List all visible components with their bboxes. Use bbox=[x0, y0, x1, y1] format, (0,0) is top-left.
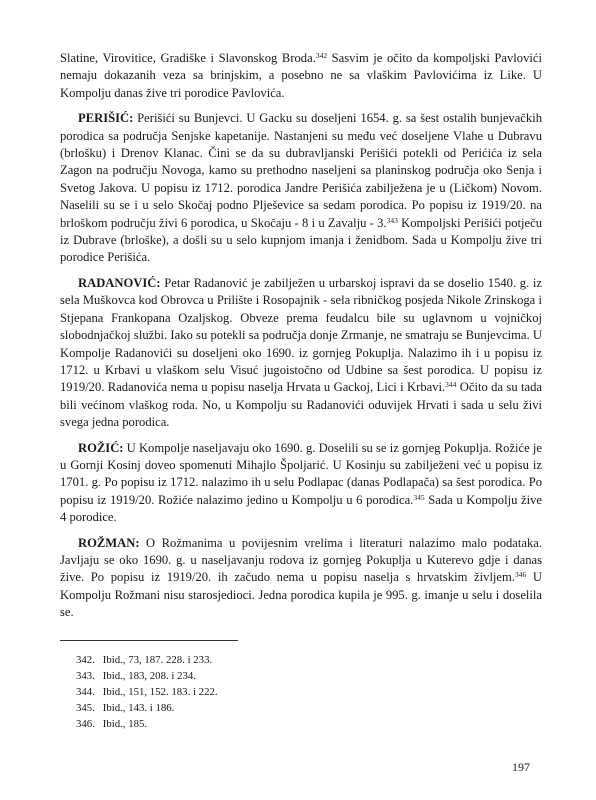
surname-heading: RADANOVIĆ: bbox=[78, 275, 161, 290]
paragraph-radanovic bbox=[60, 275, 542, 432]
footnote-item bbox=[76, 652, 516, 668]
footnote-ref: 343 bbox=[386, 215, 398, 225]
footnote-text: Ibid., 151, 152. 183. i 222. bbox=[102, 686, 218, 698]
paragraph-text: Sasvim je očito da kompoljski Pavlovići nemaju dokazanih veza sa brinjskim, a posebno ne sa vlaškim Pavlovićima iz Like. U Kompolju danas žive tri porodice Pavlovića. bbox=[60, 51, 542, 100]
footnote-ref: 344 bbox=[445, 380, 457, 390]
footnote-text: Ibid., 185. bbox=[102, 718, 148, 730]
footnote-ref: 345 bbox=[413, 492, 425, 502]
paragraph-intro bbox=[60, 50, 542, 102]
footnote-ref: 346 bbox=[514, 570, 527, 580]
footnote-item bbox=[76, 700, 516, 716]
paragraph-perisic bbox=[60, 110, 542, 267]
footnote-number: 345. bbox=[76, 702, 95, 714]
paragraph-text: U Kompolju Rožmani nisu starosjedioci. Jedna porodica kupila je 995. g. imanje u selu i doselila se. bbox=[60, 570, 542, 620]
page-number: 197 bbox=[512, 760, 530, 774]
footnote-ref: 342 bbox=[315, 51, 328, 60]
paragraph-text: Kompoljski Perišići potječu iz Dubrave (brloške), a došli su u selo kupnjom imanja i ženidbom. Sada u Kompolju žive tri porodice Perišića. bbox=[60, 215, 542, 265]
surname-heading: PERIŠIĆ: bbox=[78, 111, 134, 126]
footnote-item bbox=[76, 684, 516, 700]
paragraph-text: Slatine, Virovitice, Gradiške i Slavonskog Broda. bbox=[60, 51, 316, 65]
surname-heading: ROŽIĆ: bbox=[78, 440, 124, 455]
footnote-item bbox=[76, 668, 516, 684]
paragraph-rozic bbox=[60, 440, 542, 527]
paragraph-text: Sada u Kompolju žive 4 porodice. bbox=[60, 492, 542, 525]
paragraph-text: U Kompolje naseljavaju oko 1690. g. Doselili su se iz gornjeg Pokuplja. Rožiće je u Gornji Kosinj doveo spomenuti Mihajlo Špoljarić. U Kosinju su zabilježeni već u popisu iz 1701. g. Po popisu iz 1712. nalazimo ih u selu Podlapac (danas Podlapača) sa šest porodica. Po popisu iz 1919/20. Rožiće nalazimo jedino u Kompolju u 6 porodica. bbox=[60, 440, 542, 507]
footnote-number: 343. bbox=[76, 670, 95, 682]
footnote-text: Ibid., 73, 187. 228. i 233. bbox=[102, 654, 213, 666]
footnote-number: 344. bbox=[76, 686, 95, 698]
footnote-number: 346. bbox=[76, 718, 95, 730]
surname-heading: ROŽMAN: bbox=[78, 535, 140, 550]
footnote-number: 342. bbox=[76, 654, 95, 666]
paragraph-text: Očito da su tada bili većinom vlaškog roda. No, u Kompolju su Radanovići oduvijek Hrvati i sada u selu živi svega jedna porodica. bbox=[60, 380, 542, 430]
paragraph-rozman bbox=[60, 535, 542, 622]
footnotes bbox=[76, 652, 516, 732]
footnote-text: Ibid., 143. i 186. bbox=[102, 702, 175, 714]
paragraph-text: Petar Radanović je zabilježen u urbarskoj ispravi da se doselio 1540. g. iz sela Muškovca kod Obrovca u Prilište i Rosopajnik - sela ribničkog posjeda Nikole Zrinskoga i Stjepana Frankopana Ozaljskog. Obveze prema feudalcu bile su uglavnom u vojničkoj slobodnjačkoj službi. Iako su potekli sa područja donje Zrmanje, ne smatraju se Bunjevcima. U Kompolje Radanovići su doseljeni oko 1690. iz gornjeg Pokuplja. Nalazimo ih i u popisu iz 1712. u Krbavi u vlaškom selu Visuć jugoistočno od Udbine sa šest porodica. U popisu iz 1919/20. Radanovića nema u popisu naselja Hrvata u Gackoj, Lici i Krbavi. bbox=[60, 275, 542, 395]
main-text bbox=[60, 50, 542, 630]
footnote-divider bbox=[60, 640, 238, 641]
paragraph-text: O Rožmanima u povijesnim vrelima i literaturi nalazimo malo podataka. Javljaju se oko 1690. g. u naseljavanju rodova iz gornjeg Pokuplja u Kuterevo gdje i danas žive. Po popisu iz 1919/20. ih začudo nema u popisu naselja s hrvatskim življem. bbox=[60, 535, 542, 585]
footnote-item bbox=[76, 716, 516, 732]
paragraph-text: Perišići su Bunjevci. U Gacku su doseljeni 1654. g. sa šest ostalih bunjevačkih porodica sa područja Senjske kapetanije. Nastanjeni su među već doseljene Vlahe u Dubravu (brlošku) i Drenov Klanac. Čini se da su dubravljanski Perišići potekli od Perićića iz sela Zagon na području Novoga, kamo su prethodno naseljeni sa planinskog područja oko Senja i Svetog Jakova. U popisu iz 1712. porodica Jandre Perišića zabilježena je u (Ličkom) Novom. Naselili su se i u selo Skočaj podno Plješevice sa sedam porodica. Po popisu iz 1919/20. na brloškom području živi 6 porodica, u Skočaju - 8 i u Zavalju - 3. bbox=[60, 111, 542, 230]
footnote-text: Ibid., 183, 208. i 234. bbox=[102, 670, 196, 682]
